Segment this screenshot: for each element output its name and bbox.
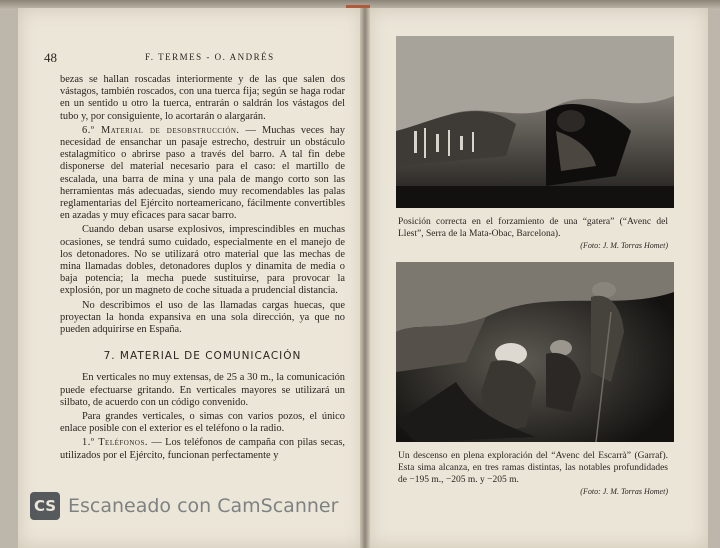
cave-crawl-photo-illustration [396,36,674,208]
camscanner-watermark [30,492,338,520]
cave-descent-photo-illustration [396,262,674,442]
caption-bottom-credit: (Foto: J. M. Torras Homet) [580,487,668,496]
section-title: 7. MATERIAL DE COMUNICACIÓN [103,350,302,363]
caption-bottom-text: Un descenso en plena exploración del “Avenc del Escarrà” (Garraf). Esta sima alcanza, en tres ramas distintas, las notables profundidades de −195 m., −205 m. y −205 m. [398,451,668,485]
paragraph-7-lead: 1.º Teléfonos. [82,437,148,449]
caption-top-credit: (Foto: J. M. Torras Homet) [580,241,668,250]
cave-photo-bottom [396,262,674,442]
page-number: 48 [44,50,57,65]
caption-top-text: Posición correcta en el forzamiento de una “gatera” (“Avenc del Llest”, Serra de la Mata-Obac, Barcelona). [398,217,668,239]
book-spine [360,8,370,548]
cave-photo-top [396,36,674,208]
photo-caption-bottom [398,450,668,498]
paragraph-2-body: — Muchas veces hay necesidad de ensanchar un pasaje estrecho, destruir un obstáculo estalagmítico o abrirse paso a través del barro. A tal fin debe disponerse del material necesario para el caso: el martillo de escalada, una barra de mina y una pala de mango corto son las herramientas más adecuadas, siendo muy recomendables las palas reglamentarias del Ejército norteamericano, fácilmente convertibles en azadas y muy eficaces para sacar barro. [60,124,345,222]
paragraph-3: Cuando deban usarse explosivos, imprescindibles en muchas ocasiones, se tendrá sumo cuidado, especialmente en el manejo de los detonadores. No se utilizará otro material que las mechas de mina llamadas dobles, detonadores duplos y dinamita de media o baja potencia; la mecha puede sustituirse, para provocar la explosión, por un magneto de coche situada a prudencial distancia. [60,224,345,297]
watermark-text: Escaneado con CamScanner [68,495,339,517]
paragraph-6: Para grandes verticales, o simas con varios pozos, el único enlace posible con el exterior es el teléfono o la radio. [60,411,345,435]
paragraph-7-body: — Los teléfonos de campaña con pilas secas, utilizados por el Ejército, funcionan perfectamente y [60,437,345,461]
paragraph-5: En verticales no muy extensas, de 25 a 30 m., la comunicación puede efectuarse gritando. En verticales mayores se utilizará un silbato, de acuerdo con un código convenido. [60,372,345,408]
camscanner-logo-icon: CS [30,492,60,520]
paragraph-7 [60,437,345,461]
photo-caption-top [398,216,668,252]
running-head: F. TERMES - O. ANDRÉS [145,52,275,62]
body-text-column [60,74,345,464]
paragraph-2-lead: 6.º Material de desobstrucción. [82,124,240,136]
paragraph-4: No describimos el uso de las llamadas cargas huecas, que proyectan la honda expansiva en una sola dirección, ya que no pueden adquirirse en España. [60,299,345,336]
paragraph-2 [60,125,345,223]
paragraph-1: bezas se hallan roscadas interiormente y de las que salen dos vástagos, también roscados, con una tuerca fija; según se haga rodar en un sentido u otro la tuerca, entrarán o saldrán los vástagos del tubo y, por consiguiente, lo acortarán o alargarán. [60,74,345,122]
